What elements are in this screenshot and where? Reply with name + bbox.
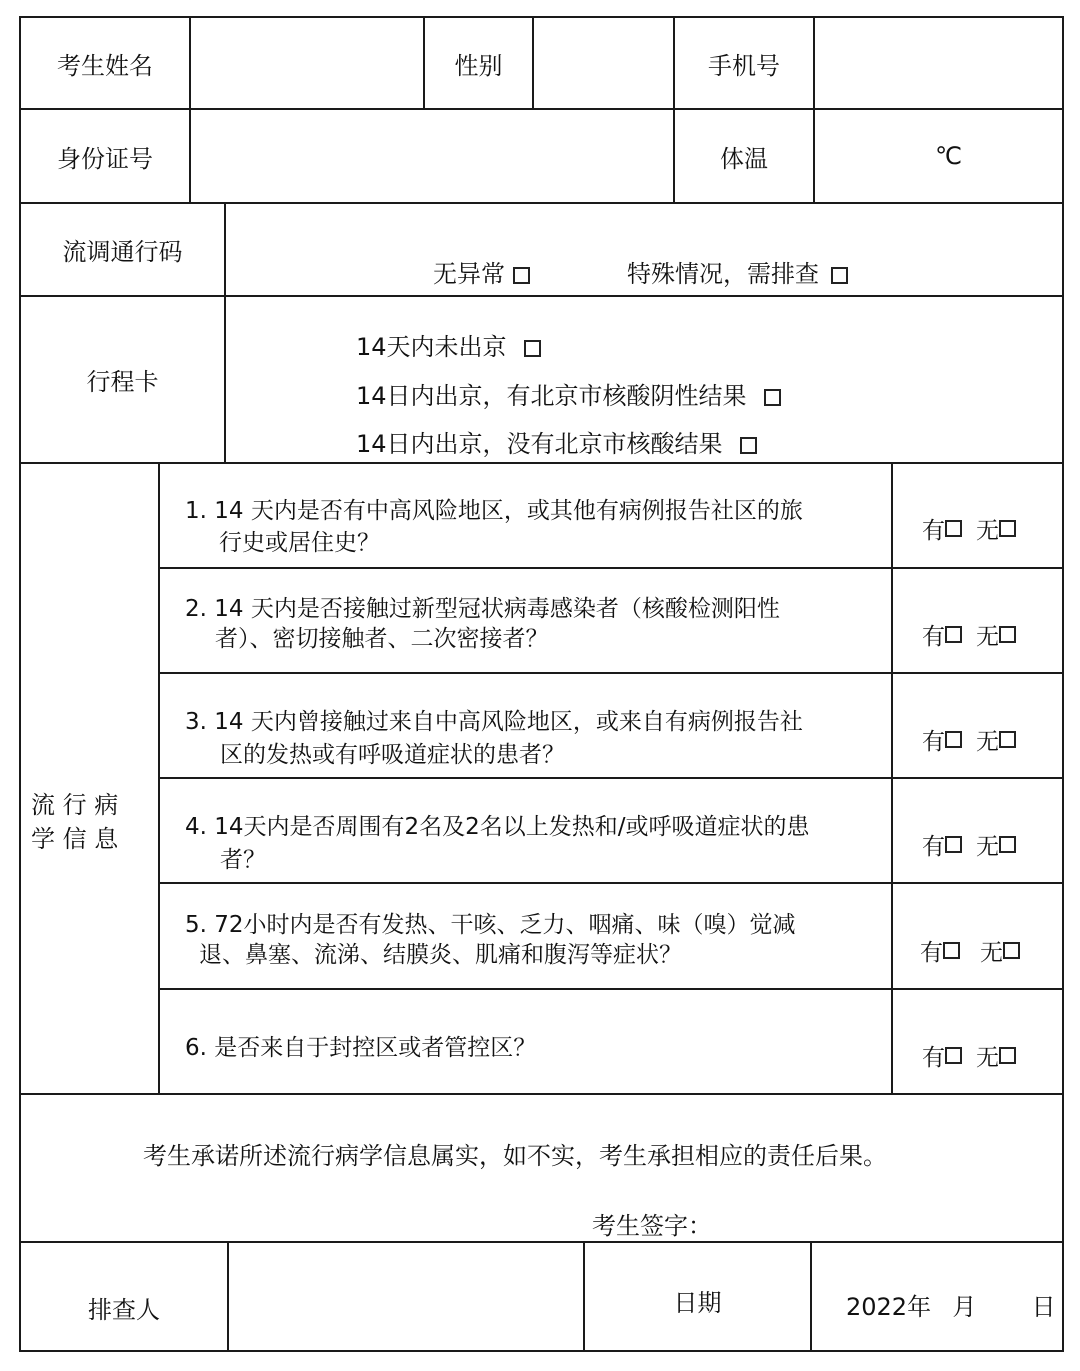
answer-5[interactable]: 有 无 — [920, 934, 1020, 967]
pledge-text: 考生承诺所述流行病学信息属实，如不实，考生承担相应的责任后果。 — [143, 1142, 887, 1170]
gender-field[interactable] — [534, 18, 673, 108]
checkbox-icon[interactable] — [999, 626, 1016, 643]
checkbox-icon[interactable] — [999, 731, 1016, 748]
checkbox-icon[interactable] — [943, 942, 960, 959]
date-field[interactable]: 2022年 月 日 — [846, 1293, 1056, 1321]
itinerary-card-label: 行程卡 — [86, 368, 159, 396]
answer-3[interactable]: 有 无 — [922, 723, 1016, 756]
temperature-field[interactable] — [815, 110, 1062, 202]
id-label: 身份证号 — [57, 144, 153, 173]
checkbox-icon[interactable] — [945, 1047, 962, 1064]
checkbox-icon[interactable] — [513, 267, 530, 284]
checkbox-icon[interactable] — [999, 520, 1016, 537]
option-no-abnormal[interactable]: 无异常 — [433, 254, 530, 289]
checkbox-icon[interactable] — [740, 437, 757, 454]
phone-field[interactable] — [815, 18, 1062, 108]
question-2: 2. 14 天内是否接触过新型冠状病毒感染者（核酸检测阳性 者）、密切接触者、二次密接者？ — [185, 596, 780, 652]
itinerary-option-1[interactable]: 14天内未出京 — [356, 327, 541, 362]
checker-field[interactable] — [229, 1243, 583, 1350]
checkbox-icon[interactable] — [945, 731, 962, 748]
checkbox-icon[interactable] — [945, 626, 962, 643]
itinerary-option-2[interactable]: 14日内出京，有北京市核酸阴性结果 — [356, 376, 781, 411]
checkbox-icon[interactable] — [1003, 942, 1020, 959]
celsius-unit: ℃ — [935, 142, 962, 170]
signature-field[interactable] — [715, 1196, 1045, 1236]
name-label: 考生姓名 — [57, 51, 153, 80]
temperature-label: 体温 — [720, 144, 768, 173]
option-special-case[interactable]: 特殊情况，需排查 — [627, 254, 848, 289]
question-3: 3. 14 天内曾接触过来自中高风险地区，或来自有病例报告社 区的发热或有呼吸道症状的患者？ — [185, 709, 803, 768]
checkbox-icon[interactable] — [945, 520, 962, 537]
phone-label: 手机号 — [708, 51, 780, 80]
checker-label: 排查人 — [88, 1296, 160, 1324]
checkbox-icon[interactable] — [999, 836, 1016, 853]
checkbox-icon[interactable] — [524, 340, 541, 357]
question-1: 1. 14 天内是否有中高风险地区，或其他有病例报告社区的旅 行史或居住史？ — [185, 498, 803, 556]
id-field[interactable] — [191, 110, 673, 202]
question-6: 6. 是否来自于封控区或者管控区？ — [185, 1035, 537, 1061]
answer-4[interactable]: 有 无 — [922, 828, 1016, 861]
date-label: 日期 — [673, 1289, 722, 1317]
checkbox-icon[interactable] — [764, 389, 781, 406]
question-4: 4. 14天内是否周围有2名及2名以上发热和/或呼吸道症状的患 者？ — [185, 814, 810, 873]
epidemiology-label: 流 行 病 学 信 息 — [31, 791, 119, 853]
health-code-label: 流调通行码 — [62, 238, 183, 266]
itinerary-option-3[interactable]: 14日内出京，没有北京市核酸结果 — [356, 424, 757, 459]
question-5: 5. 72小时内是否有发热、干咳、乏力、咽痛、味（嗅）觉减 退、鼻塞、流涕、结膜炎、肌痛和腹泻等症状？ — [185, 912, 796, 968]
answer-1[interactable]: 有 无 — [922, 512, 1016, 545]
answer-2[interactable]: 有 无 — [922, 618, 1016, 651]
gender-label: 性别 — [454, 51, 503, 80]
checkbox-icon[interactable] — [999, 1047, 1016, 1064]
answer-6[interactable]: 有 无 — [922, 1039, 1016, 1072]
checkbox-icon[interactable] — [831, 267, 848, 284]
name-field[interactable] — [191, 18, 423, 108]
checkbox-icon[interactable] — [945, 836, 962, 853]
signature-label: 考生签字： — [592, 1212, 712, 1240]
